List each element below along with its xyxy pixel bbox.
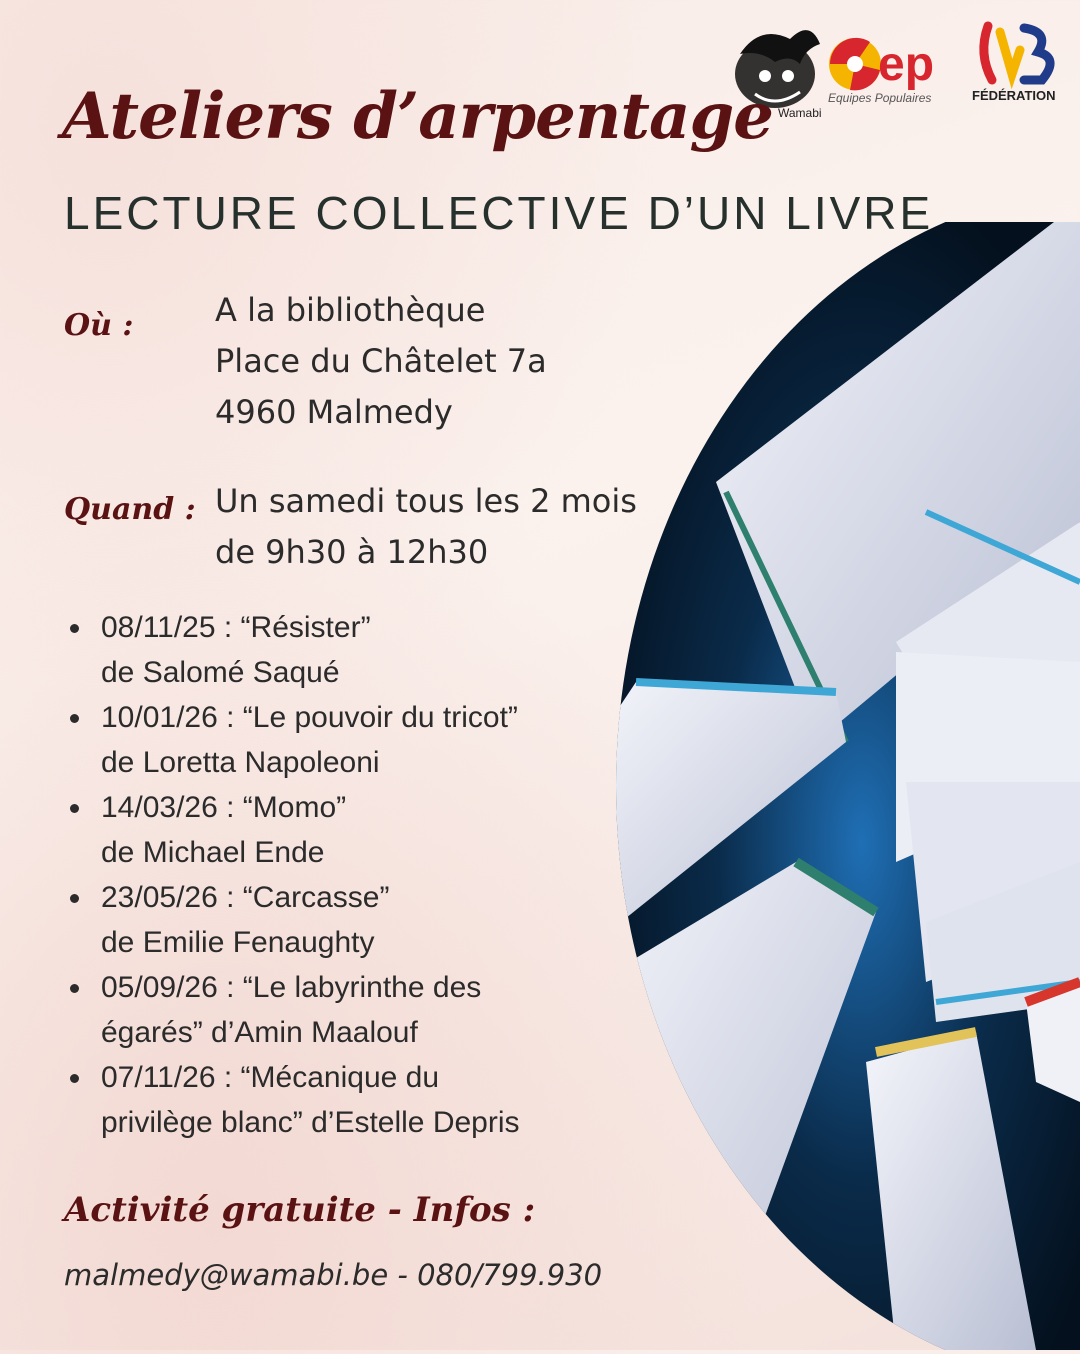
schedule-line: de 9h30 à 12h30	[215, 533, 489, 571]
session-title: 08/11/25 : “Résister”	[101, 611, 371, 644]
session-author: privilège blanc” d’Estelle Depris	[101, 1106, 520, 1139]
session-title: 14/03/26 : “Momo”	[101, 791, 347, 824]
session-author: de Loretta Napoleoni	[101, 746, 380, 779]
page-subtitle: LECTURE COLLECTIVE D’UN LIVRE	[64, 187, 934, 239]
list-item	[64, 695, 520, 785]
list-item	[64, 1055, 520, 1145]
address-line: 4960 Malmedy	[215, 393, 453, 431]
wb-federation-logo	[972, 26, 1056, 103]
when-details	[215, 476, 637, 578]
address-line: A la bibliothèque	[215, 291, 486, 329]
ep-logo-caption: Equipes Populaires	[828, 91, 932, 105]
wb-logo-caption: FÉDÉRATION	[972, 88, 1056, 103]
schedule-line: Un samedi tous les 2 mois	[215, 482, 637, 520]
address-line: Place du Châtelet 7a	[215, 342, 547, 380]
wamabi-logo-text: Wamabi	[778, 106, 822, 120]
list-item	[64, 785, 520, 875]
session-author: de Michael Ende	[101, 836, 325, 869]
where-label: Où :	[64, 308, 134, 343]
session-title: 05/09/26 : “Le labyrinthe des	[101, 971, 482, 1004]
session-title: 07/11/26 : “Mécanique du	[101, 1061, 440, 1094]
list-item	[64, 875, 520, 965]
contact-info[interactable]: malmedy@wamabi.be - 080/799.930	[64, 1258, 603, 1292]
session-title: 10/01/26 : “Le pouvoir du tricot”	[101, 701, 518, 734]
where-details	[215, 285, 547, 438]
session-author: de Emilie Fenaughty	[101, 926, 375, 959]
session-list	[64, 605, 520, 1145]
page-title: Ateliers d’arpentage	[62, 79, 773, 154]
list-item	[64, 605, 520, 695]
list-item	[64, 965, 520, 1055]
ep-circle-logo	[828, 38, 934, 105]
session-author: égarés” d’Amin Maalouf	[101, 1016, 418, 1049]
session-title: 23/05/26 : “Carcasse”	[101, 881, 390, 914]
ep-logo-text: ep	[878, 38, 935, 91]
session-author: de Salomé Saqué	[101, 656, 340, 689]
books-image	[596, 222, 1080, 1350]
info-label: Activité gratuite - Infos :	[64, 1190, 536, 1230]
when-label: Quand :	[64, 492, 196, 527]
